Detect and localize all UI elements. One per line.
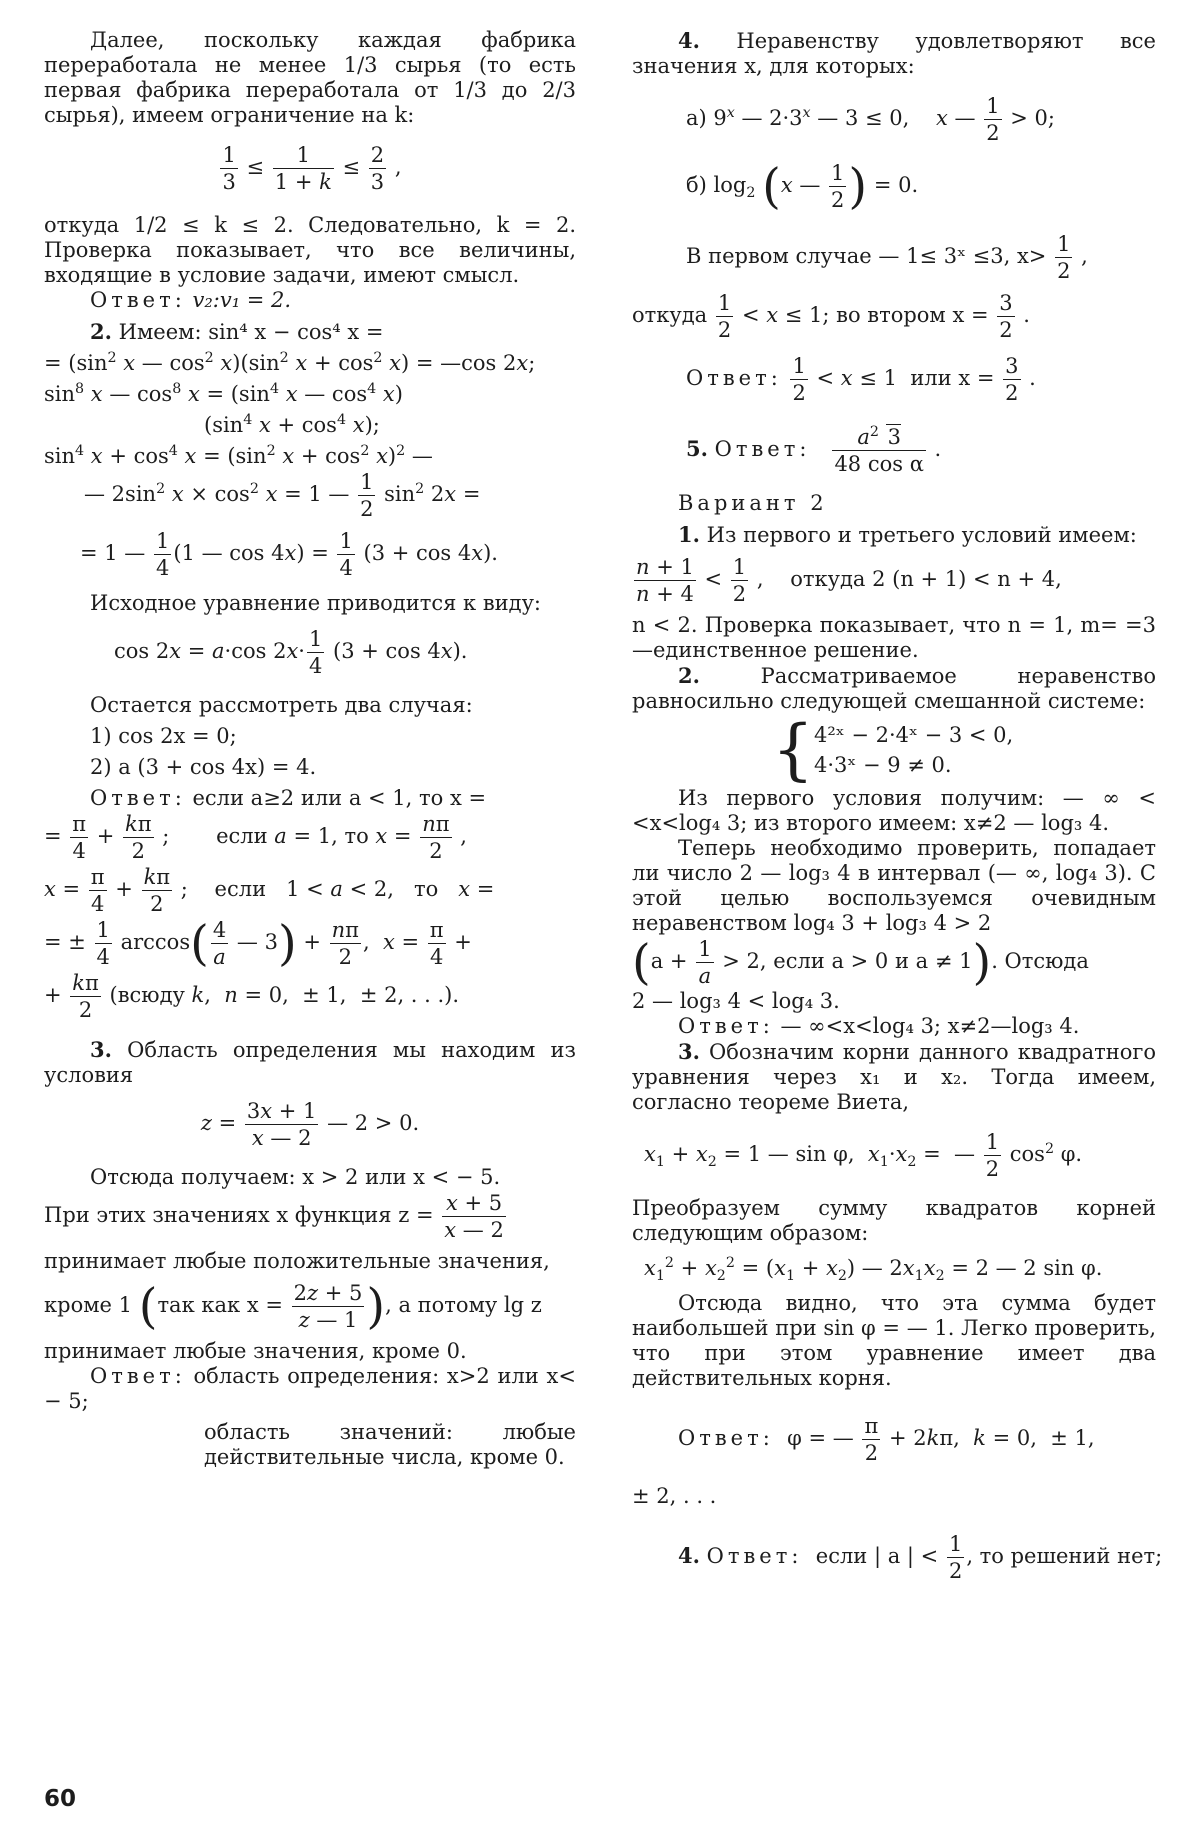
answer-2-line5: + $\frac{k\pi}{2}$ (всюду k, n = 0, ± 1, ± 2, . . .). [44,971,460,1022]
formula-reduced: cos 2x = a·cos 2x· $\frac{1}{4}$ (3 + cos 4x). [114,627,468,678]
formula-4a: а) 9$^x$ — $2\cdot 3^x$ — 3 ≤ 0, x — $\frac{1}{2}$ > 0; [686,94,1055,145]
whence-line: откуда $\frac{1}{2}$ < x ≤ 1; во втором x = $\frac{3}{2}$ . [632,291,1030,342]
v2-answer-4: 4. Ответ: если | a | < $\frac{1}{2}$ , то решений нет; [678,1532,1163,1583]
answer-5: 5. Ответ: $\frac{a^2 3}{\text{48 cos α}}$ . [686,424,942,476]
paragraph-3e: принимает любые значения, кроме 0. [44,1339,467,1363]
formula-2f: = 1 — $\frac{1}{4}$ (1 — cos 4x) = $\frac{1}{4}$ (3 + cos 4x). [80,529,498,580]
paragraph-factory-constraint: Далее, поскольку каждая фабрика переработала не менее 1/3 сырья (то есть первая фабрика переработала от 1/3 до 2/3 сырья), имеем ограничение на k: [44,28,576,127]
answer-1: Ответ: v₂:v₁ = 2. [90,288,292,312]
v2-paragraph-2: Теперь необходимо проверить, попадает ли число 2 — log₃ 4 в интервал (— ∞, log₄ 3). С этой целью воспользуемся очевидным неравенством log₄ 3 + log₃ 4 > 2 [632,836,1156,935]
formula-2e: — $2\sin^2$ $x \times \cos^2 x = 1$ — $\frac{1}{2}$ $\sin^2 2x$ = [84,470,481,521]
answer-4: Ответ: $\frac{1}{2}$ < x ≤ 1 или x = $\frac{3}{2}$ . [686,354,1036,405]
v2-paragraph-sum: Преобразуем сумму квадратов корней следующим образом: [632,1196,1156,1245]
v2-paragraph-3: (a + $\frac{1}{a}$ > 2, если a > 0 и a ≠ 1). Отсюда [632,934,1089,991]
formula-2b: $\sin^8 x$ — $\cos^8 x = (\sin^4$ x — $\cos^4 x$) [44,381,403,406]
v2-paragraph-1: Из первого условия получим: — ∞ < <x<log₄ 3; из второго имеем: x≠2 — log₃ 4. [632,786,1156,835]
formula-2c: ($\sin^4$ $x + \cos^4 x$); [204,412,380,437]
v2-formula-1: $\frac{n + 1}{n + 4}$ < $\frac{1}{2}$ , откуда 2 (n + 1) < n + 4, [636,555,1062,606]
v2-paragraph-max: Отсюда видно, что эта сумма будет наибольшей при sin φ = — 1. Легко проверить, что при этом уравнение имеет два действительных корня. [632,1291,1156,1390]
variant-2-heading: Вариант 2 [678,491,828,515]
v2-vieta: $x_1 + x_2 = 1$ — sin φ, $x_1\cdot x_2$ = — $\frac{1}{2}$ $\cos^2 \varphi$. [644,1130,1083,1181]
v2-system: {4²ˣ − 2·4ˣ − 3 < 0, 4·3ˣ − 9 ≠ 0. [772,711,1014,788]
v2-problem-3: 3. Обозначим корни данного квадратного уравнения через x₁ и x₂. Тогда имеем, согласно теореме Виета, [632,1039,1156,1114]
v2-sum-formula: $x_1^2 + x_2^2 = (x_1 + x_2)$ — $2x_1x_2 = 2$ — 2 sin φ. [644,1255,1103,1285]
answer-2-line2: = $\frac{\pi}{4}$ + $\frac{k\pi}{2}$ ; если a = 1, то x = $\frac{n\pi}{2}$ , [44,812,467,863]
formula-2d: $\sin^4 x + \cos^4 x = (\sin^2$ $x + \cos^2 x)^2$ — [44,443,433,468]
paragraph-3b: При этих значениях x функция z = $\frac{x + 5}{x — 2}$ [44,1191,504,1242]
formula-4b: б) $\log_2 (x$ — $\frac{1}{2}$ ) = 0. [686,158,919,215]
v2-answer-3-cont: ± 2, . . . [632,1484,717,1508]
formula-domain: z = $\frac{3x + 1}{x — 2}$ — 2 > 0. [200,1099,420,1150]
case-2: 2) a (3 + cos 4x) = 4. [90,755,317,779]
formula-2a: = ($\sin^2$ x — $\cos^2 x)(\sin^2$ $x + \cos^2 x$) = —cos 2x; [44,350,536,375]
v2-problem-2: 2. Рассматриваемое неравенство равносильно следующей смешанной системе: [632,663,1156,713]
answer-3a: Ответ: область определения: x>2 или x< − 5; [44,1364,576,1413]
paragraph-3a: Отсюда получаем: x > 2 или x < − 5. [90,1165,501,1189]
v2-answer-3: Ответ: φ = — $\frac{\pi}{2}$ + 2kπ, k = 0, ± 1, [678,1414,1095,1465]
v2-answer-2: Ответ: — ∞<x<log₄ 3; x≠2—log₃ 4. [678,1014,1080,1038]
problem-3-intro: 3. Область определения мы находим из условия [44,1037,576,1087]
paragraph-two-cases: Остается рассмотреть два случая: [90,693,473,717]
first-case: В первом случае — 1≤ 3ˣ ≤3, x> $\frac{1}{2}$ , [686,232,1088,283]
paragraph-3d: кроме 1 (так как x = $\frac{2z + 5}{z — 1}$ ), а потому lg z [44,1278,542,1335]
answer-2-line3: x = $\frac{\pi}{4}$ + $\frac{k\pi}{2}$ ; если 1 < a < 2, то x = [44,865,495,916]
v2-check: n < 2. Проверка показывает, что n = 1, m= =3—единственное решение. [632,613,1156,662]
left-column [44,28,576,1470]
answer-3b: область значений: любые действительные числа, кроме 0. [204,1420,576,1469]
v2-paragraph-4: 2 — log₃ 4 < log₄ 3. [632,989,840,1013]
paragraph-3c: принимает любые положительные значения, [44,1249,550,1273]
problem-4-intro: 4. Неравенству удовлетворяют все значения x, для которых: [632,28,1156,78]
right-column [632,28,1163,1584]
page-number: 60 [44,1786,77,1812]
answer-2-line4: = ± $\frac{1}{4}$ arccos( $\frac{4}{a}$ — 3) + $\frac{n\pi}{2}$ , x = $\frac{\pi}{4}$ + [44,915,472,972]
answer-2-line1: Ответ: если a≥2 или a < 1, то x = [90,786,487,810]
paragraph-k-result: откуда 1/2 ≤ k ≤ 2. Следовательно, k = 2. Проверка показывает, что все величины, входящие в условие задачи, имеют смысл. [44,213,576,287]
v2-problem-1: 1. Из первого и третьего условий имеем: [678,522,1137,547]
formula-k-bounds: $\frac{1}{3}$ ≤ $\frac{1}{1 + k}$ ≤ $\frac{2}{3}$ , [222,143,402,194]
problem-2-intro: 2. Имеем: sin⁴ x − cos⁴ x = [90,319,384,344]
paragraph-reduced: Исходное уравнение приводится к виду: [90,591,542,615]
case-1: 1) cos 2x = 0; [90,724,237,748]
